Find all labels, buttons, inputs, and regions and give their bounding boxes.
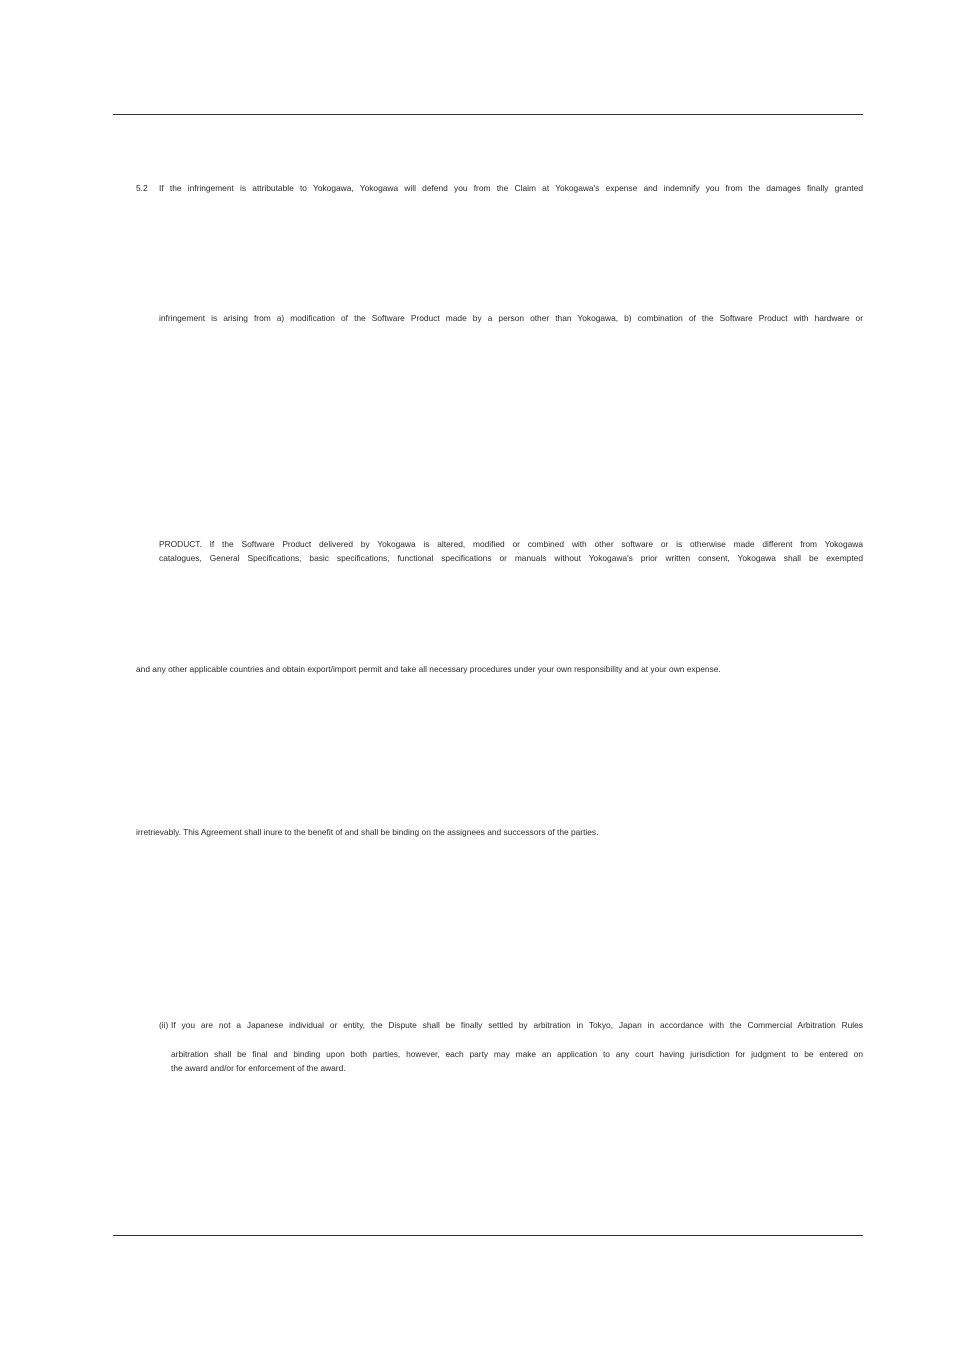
footer-rule xyxy=(113,1235,863,1236)
export-clause-line-1: and any other applicable countries and obtain export/import permit and take all necessary procedures under your own responsibility and at your own expense. xyxy=(136,664,721,674)
clause-5-2-line-1: If the infringement is attributable to Yokogawa, Yokogawa will defend you from the Claim at Yokogawa's expense and indemnify you from the damages finally granted xyxy=(159,183,863,193)
assignment-clause-line-1: irretrievably. This Agreement shall inure to the benefit of and shall be binding on the assignees and successors of the parties. xyxy=(136,827,599,837)
product-clause-line-1: PRODUCT. If the Software Product delivered by Yokogawa is altered, modified or combined with other software or is otherwise made different from Yokogawa xyxy=(159,539,863,549)
product-clause-line-2: catalogues, General Specifications, basic specifications, functional specifications or manuals without Yokogawa's prior written consent, Yokogawa shall be exempted xyxy=(159,553,863,563)
arbitration-marker: (ii) xyxy=(159,1020,169,1030)
header-rule xyxy=(113,114,863,115)
clause-5-2-line-2: infringement is arising from a) modification of the Software Product made by a person other than Yokogawa, b) combination of the Software Product with hardware or xyxy=(159,313,863,323)
arbitration-clause-line-1: If you are not a Japanese individual or entity, the Dispute shall be finally settled by arbitration in Tokyo, Japan in accordance with the Commercial Arbitration Rules xyxy=(171,1020,863,1030)
clause-number: 5.2 xyxy=(136,183,148,193)
arbitration-clause-line-2: arbitration shall be final and binding upon both parties, however, each party may make an application to any court having jurisdiction for judgment to be entered on xyxy=(171,1049,863,1059)
arbitration-clause-line-3: the award and/or for enforcement of the award. xyxy=(171,1063,346,1073)
